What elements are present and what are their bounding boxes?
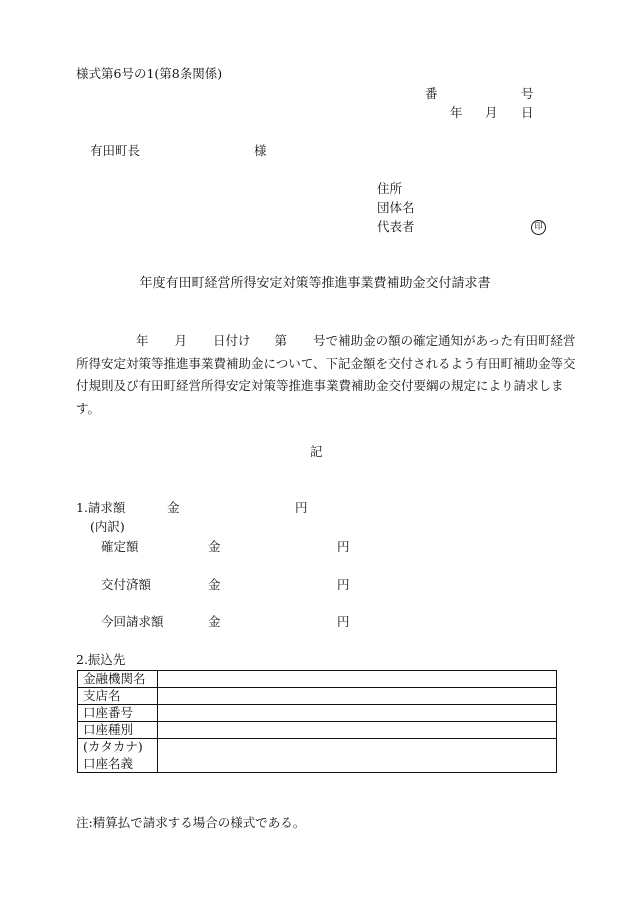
addressee-mayor: 有田町長 [90, 143, 141, 158]
request-amount-en: 円 [295, 500, 308, 515]
account-holder-field[interactable] [158, 739, 557, 773]
body-year: 年 [136, 333, 149, 348]
form-number: 様式第6号の1(第8条関係) [76, 66, 223, 81]
table-row [78, 688, 557, 705]
date-day-label: 日 [521, 105, 534, 120]
transfer-destination-label: 2.振込先 [76, 652, 126, 667]
number-go-label: 号 [521, 86, 534, 101]
bank-account-table [77, 670, 557, 773]
table-row [78, 722, 557, 739]
branch-name-field[interactable] [158, 688, 557, 705]
current-request-label: 今回請求額 [101, 614, 164, 629]
applicant-rep-label: 代表者 [377, 219, 415, 234]
number-ban-label: 番 [425, 86, 438, 101]
current-request-en: 円 [337, 614, 350, 629]
table-row [78, 739, 557, 773]
table-row [78, 671, 557, 688]
request-amount-kin: 金 [167, 500, 180, 515]
addressee-honorific: 様 [254, 143, 267, 158]
confirmed-amount-label: 確定額 [101, 539, 139, 554]
body-line-2: 所得安定対策等推進事業費補助金について、下記金額を交付されるよう有田町補助金等交 [76, 355, 576, 371]
table-row [78, 705, 557, 722]
paid-amount-en: 円 [337, 577, 350, 592]
kana-label: (カタカナ) [83, 739, 143, 754]
ki-heading: 記 [310, 444, 323, 459]
applicant-address-label: 住所 [377, 181, 403, 196]
request-amount-label: 1.請求額 [76, 500, 126, 515]
paid-amount-label: 交付済額 [101, 577, 152, 592]
confirmed-amount-kin: 金 [208, 539, 221, 554]
account-number-label: 口座番号 [78, 705, 158, 722]
body-line-4: す。 [76, 400, 101, 416]
confirmed-amount-en: 円 [337, 539, 350, 554]
date-year-label: 年 [450, 105, 463, 120]
account-type-field[interactable] [158, 722, 557, 739]
document-title: 年度有田町経営所得安定対策等推進事業費補助金交付請求書 [139, 276, 491, 291]
bank-name-field[interactable] [158, 671, 557, 688]
paid-amount-kin: 金 [208, 577, 221, 592]
body-line-3: 付規則及び有田町経営所得安定対策等推進事業費補助金交付要綱の規定により請求しま [76, 378, 564, 393]
branch-name-label: 支店名 [78, 688, 158, 705]
account-number-field[interactable] [158, 705, 557, 722]
date-month-label: 月 [485, 105, 498, 120]
body-date-suffix: 日付け [213, 333, 251, 348]
bank-name-label: 金融機関名 [78, 671, 158, 688]
breakdown-label: (内訳) [90, 519, 125, 534]
body-month: 月 [174, 333, 188, 348]
current-request-kin: 金 [208, 614, 221, 629]
body-line-1 [76, 330, 576, 353]
account-type-label: 口座種別 [78, 722, 158, 739]
account-holder-label [78, 739, 158, 773]
body-paragraph [76, 330, 576, 420]
footnote: 注:精算払で請求する場合の様式である。 [76, 815, 306, 830]
body-dai: 第 [274, 333, 288, 348]
holder-name-label: 口座名義 [83, 755, 134, 771]
applicant-org-label: 団体名 [377, 200, 415, 215]
seal-mark-icon: 印 [531, 220, 546, 235]
body-line-1-rest: 号で補助金の額の確定通知があった有田町経営 [313, 333, 576, 348]
